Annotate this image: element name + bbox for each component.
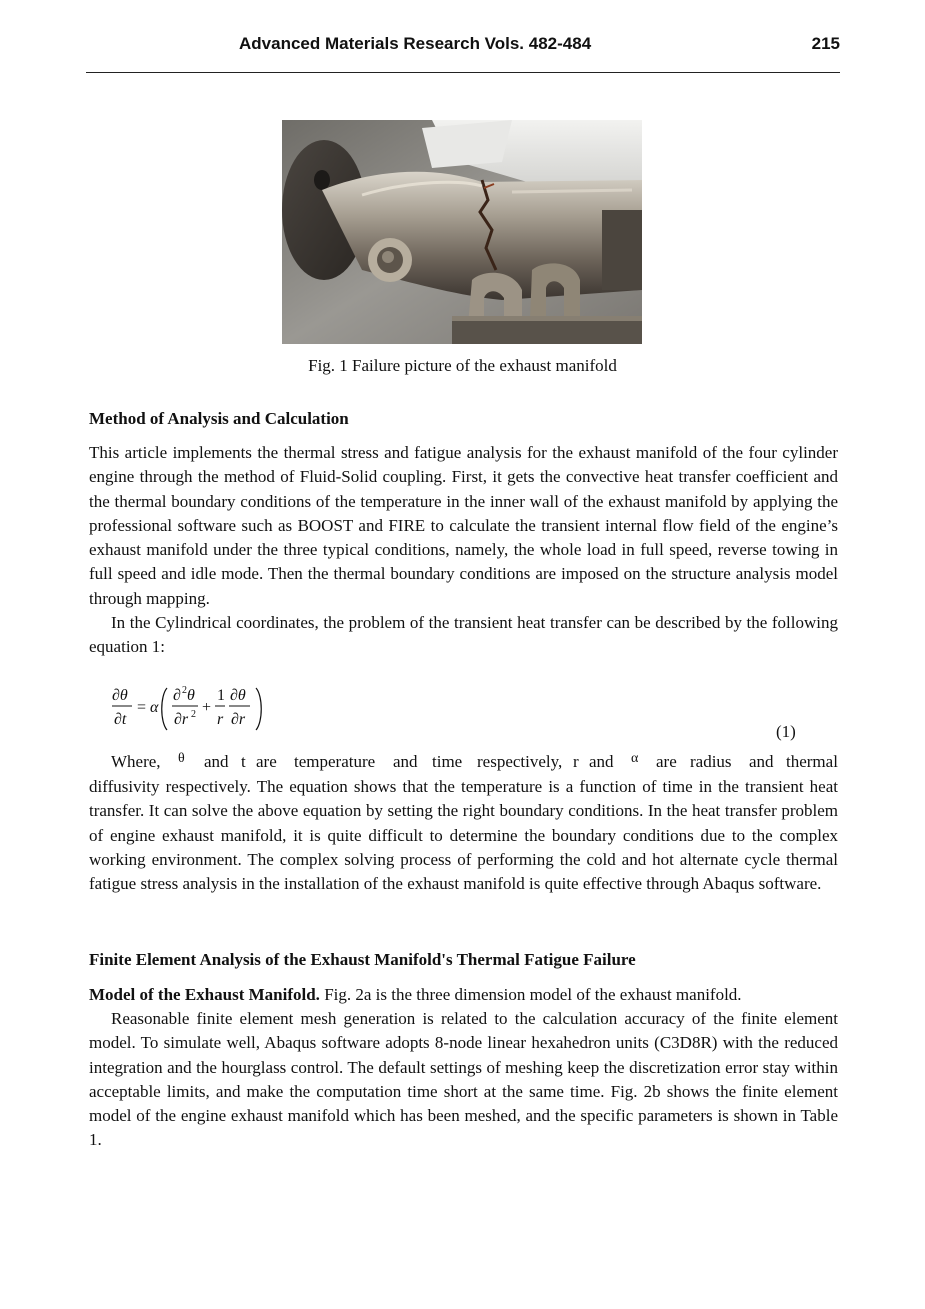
svg-text:=: = xyxy=(137,699,147,716)
where-word: and xyxy=(393,752,418,771)
svg-text:∂θ: ∂θ xyxy=(112,687,128,704)
paragraph-where: diffusivity respectively. The equation shows that the temperature is a function of time in the transient heat transfer. It can solve the above equation by setting the right boundary conditions. In the heat transfer problem of engine exhaust manifold, it is quite difficult to determine the boundary conditions due to the complex working environment. The complex solving process of performing the cold and hot alternate cycle thermal fatigue stress analysis in the installation of the exhaust manifold is quite effective through Abaqus software. xyxy=(89,777,838,894)
where-word: and xyxy=(749,752,774,771)
where-word: are xyxy=(656,752,677,771)
where-word: temperature xyxy=(294,752,376,771)
alpha-symbol: α xyxy=(631,751,639,766)
theta-symbol: θ xyxy=(178,751,185,766)
equation-number: (1) xyxy=(776,722,796,741)
svg-text:r: r xyxy=(217,711,224,728)
svg-text:1: 1 xyxy=(217,687,225,704)
section-heading-fea: Finite Element Analysis of the Exhaust Manifold's Thermal Fatigue Failure xyxy=(89,950,636,969)
svg-text:2: 2 xyxy=(191,709,196,720)
subsection-title: Model of the Exhaust Manifold. xyxy=(89,985,320,1004)
header-rule xyxy=(86,72,840,73)
where-word: and xyxy=(204,752,229,771)
where-line xyxy=(89,752,838,776)
where-word: t xyxy=(241,752,246,771)
journal-title: Advanced Materials Research Vols. 482-484 xyxy=(239,34,592,53)
figure-1-photo xyxy=(282,120,642,344)
exhaust-manifold-photo xyxy=(282,120,642,344)
svg-text:α: α xyxy=(150,699,159,716)
svg-text:+: + xyxy=(202,699,212,716)
svg-text:∂: ∂ xyxy=(173,687,181,704)
svg-text:θ: θ xyxy=(187,687,195,704)
svg-text:∂r: ∂r xyxy=(174,711,189,728)
paragraph-model xyxy=(89,983,838,1007)
paragraph-equation-intro: In the Cylindrical coordinates, the problem of the transient heat transfer can be described by the following equation 1: xyxy=(89,613,838,657)
svg-text:2: 2 xyxy=(182,685,187,696)
running-header xyxy=(88,34,840,58)
where-word: thermal xyxy=(786,752,838,771)
where-word: respectively, xyxy=(477,752,563,771)
where-word: are xyxy=(256,752,277,771)
heat-transfer-equation xyxy=(110,682,280,732)
svg-text:∂θ: ∂θ xyxy=(230,687,246,704)
page-number: 215 xyxy=(811,34,840,53)
svg-text:∂r: ∂r xyxy=(231,711,246,728)
paragraph-method-intro: This article implements the thermal stress and fatigue analysis for the exhaust manifold of the four cylinder engine through the method of Fluid-Solid coupling. First, it gets the convective heat transfer coefficient and the thermal boundary conditions of the temperature in the inner wall of the exhaust manifold by applying the professional software such as BOOST and FIRE to calculate the transient internal flow field of the engine’s exhaust manifold under the three typical conditions, namely, the whole load in full speed, reverse towing in full speed and idle mode. Then the thermal boundary conditions are imposed on the structure analysis model through mapping. xyxy=(89,443,838,608)
section-heading-method: Method of Analysis and Calculation xyxy=(89,409,349,428)
model-text: Fig. 2a is the three dimension model of the exhaust manifold. xyxy=(319,985,742,1004)
figure-1-caption: Fig. 1 Failure picture of the exhaust manifold xyxy=(308,356,617,375)
where-word: radius xyxy=(690,752,732,771)
where-word: and xyxy=(589,752,614,771)
where-word: Where, xyxy=(111,752,161,771)
svg-text:∂t: ∂t xyxy=(114,711,127,728)
equation-1 xyxy=(110,682,280,732)
where-word: time xyxy=(432,752,463,771)
paragraph-mesh: Reasonable finite element mesh generation is related to the calculation accuracy of the finite element model. To simulate well, Abaqus software adopts 8-node linear hexahedron units (C3D8R) with the reduced integration and the hourglass control. The default settings of meshing keep the discretization error stay within acceptable limits, and make the computation time short at the same time. Fig. 2b shows the finite element model of the engine exhaust manifold which has been meshed, and the specific parameters is shown in Table 1. xyxy=(89,1009,838,1150)
where-word: r xyxy=(573,752,579,771)
